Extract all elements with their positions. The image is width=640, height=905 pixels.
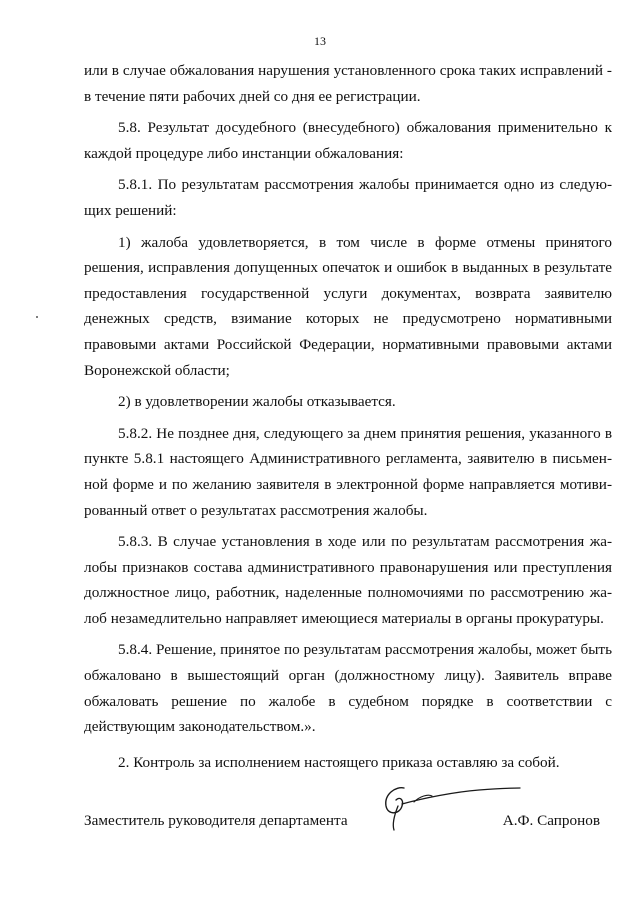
paragraph-5-8-2: 5.8.2. Не позднее дня, следующего за днем принятия решения, указанного в пункте 5.8.1 настоящего Административного регламента, заявителю в письменной форме и по желанию заявителя в электронной форме направляется мотивированный ответ о результатах рассмотрения жалобы. <box>84 424 612 519</box>
paragraph-5-8-4: 5.8.4. Решение, принятое по результатам рассмотрения жалобы, может быть обжаловано в вышестоящий орган (должностному лицу). Заявитель вправе обжаловать решение по жалобе в судебном порядке в соответствии с действующим законодательством.». <box>84 641 612 736</box>
list-item-1: 1) жалоба удовлетворяется, в том числе в форме отмены принятого решения, исправления допущенных опечаток и ошибок в выданных в результате предоставления государственной услуги документах, возврата заявителю денежных средств, взимание которых не предусмотрено нормативными правовыми актами Российской Федерации, нормативными правовыми актами Воронежской области; <box>84 233 612 379</box>
page-number: 13 <box>314 34 326 48</box>
document-body <box>84 58 612 775</box>
scan-artifact-dot <box>36 316 38 318</box>
paragraph-5-8-3: 5.8.3. В случае установления в ходе или по результатам рассмотрения жалобы признаков состава административного правонарушения или преступления должностное лицо, работник, наделенные полномочиями по рассмотрению жалоб незамедлительно направляет имеющиеся материалы в органы прокуратуры. <box>84 533 612 627</box>
paragraph-control-clause: 2. Контроль за исполнением настоящего приказа оставляю за собой. <box>118 753 560 771</box>
paragraph-5-8-1: 5.8.1. По результатам рассмотрения жалобы принимается одно из следующих решений: <box>84 176 612 219</box>
signer-name: А.Ф. Сапронов <box>502 812 600 829</box>
signer-title: Заместитель руководителя департамента <box>84 812 348 829</box>
list-item-2: 2) в удовлетворении жалобы отказывается. <box>118 393 396 411</box>
paragraph-continuation: или в случае обжалования нарушения установленного срока таких исправлений - в течение пяти рабочих дней со дня ее регистрации. <box>84 62 612 105</box>
paragraph-5-8: 5.8. Результат досудебного (внесудебного) обжалования применительно к каждой процедуре либо инстанции обжалования: <box>84 119 612 162</box>
signature-block <box>84 812 612 836</box>
